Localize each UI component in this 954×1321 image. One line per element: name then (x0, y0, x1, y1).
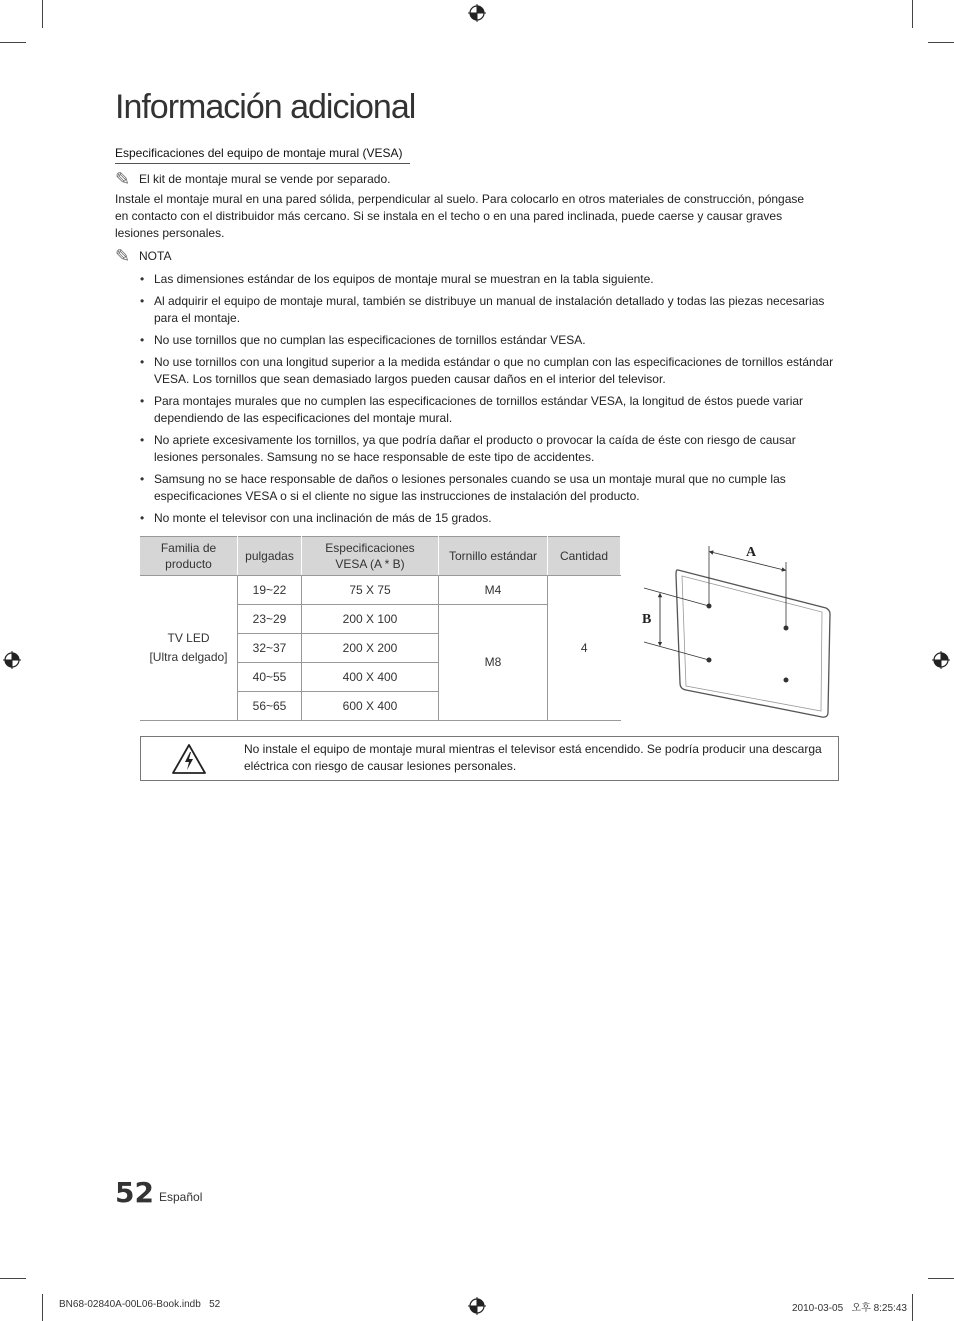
vesa-cell: 400 X 400 (302, 663, 439, 692)
section-heading: Especificaciones del equipo de montaje mural (VESA) (115, 146, 410, 164)
inches-cell: 32~37 (238, 634, 302, 663)
footer-file-info: BN68-02840A-00L06-Book.indb 52 (59, 1299, 221, 1310)
screw-cell: M8 (439, 605, 548, 721)
note-kit (115, 169, 391, 189)
footer-timestamp: 2010-03-05 오후 8:25:43 (792, 1303, 907, 1314)
list-item: • No use tornillos que no cumplan las especificaciones de tornillos estándar VESA. (140, 332, 840, 349)
warning-box (140, 736, 839, 781)
mount-hole (784, 678, 789, 683)
page-language: Español (159, 1190, 203, 1204)
list-item: • No apriete excesivamente los tornillos, ya que podría dañar el producto o provocar la caída de éste con riesgo de causar lesiones personales. Samsung no se hace responsable de este tipo de accidentes. (140, 432, 840, 466)
screw-cell: M4 (439, 576, 548, 605)
nota-heading (115, 246, 172, 266)
column-header: Familia de producto (140, 537, 238, 576)
column-header: pulgadas (238, 537, 302, 576)
dimension-label-a: A (746, 545, 757, 560)
vesa-cell: 600 X 400 (302, 692, 439, 721)
registration-mark-icon (3, 651, 21, 669)
electric-shock-warning-icon (171, 743, 207, 775)
vesa-spec-table (140, 536, 621, 721)
page-title: Información adicional (115, 88, 416, 126)
notes-list (140, 271, 840, 532)
column-header: Tornillo estándar (439, 537, 548, 576)
pencil-note-icon: ✎ (115, 169, 131, 189)
quantity-cell: 4 (548, 576, 621, 721)
inches-cell: 23~29 (238, 605, 302, 634)
tv-back-panel (676, 570, 830, 717)
column-header: Especificaciones VESA (A * B) (302, 537, 439, 576)
inches-cell: 56~65 (238, 692, 302, 721)
registration-mark-icon (468, 4, 486, 22)
warning-text: No instale el equipo de montaje mural mientras el televisor está encendido. Se podría producir una descarga eléctrica con riesgo de causar lesiones personales. (244, 742, 822, 773)
vesa-cell: 200 X 100 (302, 605, 439, 634)
crop-mark (912, 0, 913, 28)
pencil-note-icon: ✎ (115, 246, 131, 266)
crop-mark (912, 1294, 913, 1321)
family-line2: [Ultra delgado] (149, 650, 228, 664)
page-number: 52 (115, 1176, 154, 1209)
registration-mark-icon (468, 1297, 486, 1315)
table-row (140, 576, 621, 605)
note-kit-text: El kit de montaje mural se vende por separado. (139, 172, 391, 186)
dimension-label-b: B (642, 612, 652, 627)
inches-cell: 19~22 (238, 576, 302, 605)
tv-back-mount-diagram (640, 540, 840, 725)
crop-mark (42, 0, 43, 28)
column-header: Cantidad (548, 537, 621, 576)
list-item: • Samsung no se hace responsable de daños o lesiones personales cuando se usa un montaje mural que no cumple las especificaciones VESA o si el cliente no sigue las instrucciones de instalación del producto. (140, 471, 840, 505)
vesa-cell: 200 X 200 (302, 634, 439, 663)
crop-mark (0, 42, 26, 43)
list-item: • Las dimensiones estándar de los equipos de montaje mural se muestran en la tabla siguiente. (140, 271, 840, 288)
vesa-cell: 75 X 75 (302, 576, 439, 605)
table-header-row (140, 537, 621, 576)
list-item: • No use tornillos con una longitud superior a la medida estándar o que no cumplan con las especificaciones de tornillos estándar VESA. Los tornillos que sean demasiado largos pueden causar daños en el interior del televisor. (140, 354, 840, 388)
crop-mark (928, 42, 954, 43)
crop-mark (928, 1278, 954, 1279)
family-line1: TV LED (167, 631, 210, 645)
crop-mark (42, 1294, 43, 1321)
nota-label: NOTA (139, 249, 172, 263)
product-family-cell (140, 576, 238, 721)
inches-cell: 40~55 (238, 663, 302, 692)
registration-mark-icon (932, 651, 950, 669)
list-item: • Al adquirir el equipo de montaje mural, también se distribuye un manual de instalación detallado y todas las piezas necesarias para el montaje. (140, 293, 840, 327)
list-item: • Para montajes murales que no cumplen las especificaciones de tornillos estándar VESA, la longitud de éstos puede variar dependiendo de las especificaciones del montaje mural. (140, 393, 840, 427)
intro-paragraph: Instale el montaje mural en una pared sólida, perpendicular al suelo. Para colocarlo en otros materiales de construcción, póngase en contacto con el distribuidor más cercano. Si se instala en el techo o en una pared inclinada, puede caerse y causar graves lesiones personales. (115, 192, 805, 240)
crop-mark (0, 1278, 26, 1279)
list-item: • No monte el televisor con una inclinación de más de 15 grados. (140, 510, 840, 527)
